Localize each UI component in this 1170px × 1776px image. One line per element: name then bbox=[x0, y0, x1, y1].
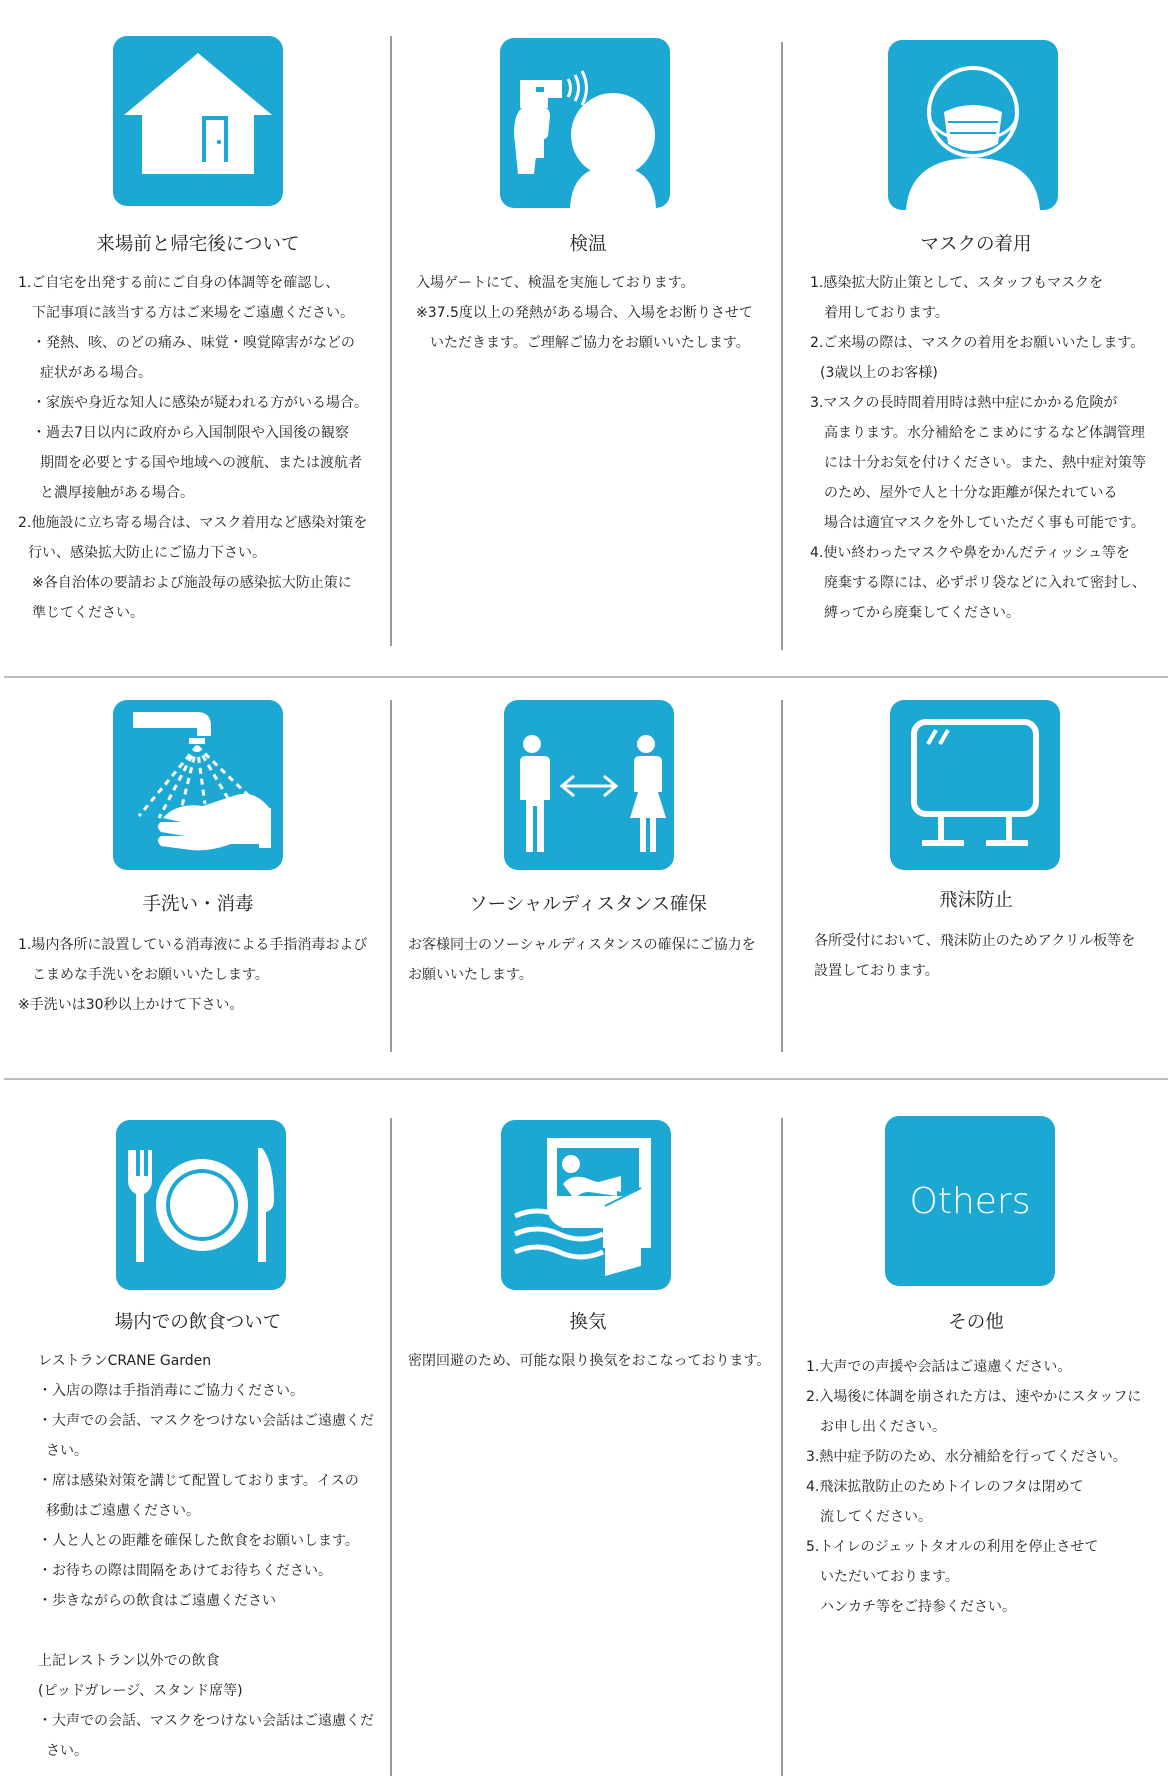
text-line: のため、屋外で人と十分な距離が保たれている bbox=[824, 485, 1118, 501]
text-line: 上記レストラン以外での飲食 bbox=[38, 1653, 220, 1669]
text-line: 1.大声での声援や会話はご遠慮ください。 bbox=[806, 1359, 1072, 1375]
text-line: 3.熱中症予防のため、水分補給を行ってください。 bbox=[806, 1449, 1127, 1465]
ventilation-icon bbox=[501, 1120, 671, 1290]
text-line: ・人と人との距離を確保した飲食をお願いします。 bbox=[38, 1533, 359, 1549]
section-text bbox=[38, 1346, 374, 1766]
text-line: 入場ゲートにて、検温を実施しております。 bbox=[416, 275, 695, 291]
text-line: お申し出ください。 bbox=[820, 1419, 946, 1435]
text-line: ・過去7日以内に政府から入国制限や入国後の観察 bbox=[32, 425, 349, 441]
text-line: ・大声での会話、マスクをつけない会話はご遠慮くだ bbox=[38, 1413, 374, 1429]
text-line: ※各自治体の要請および施設毎の感染拡大防止策に bbox=[32, 575, 352, 591]
text-line: ・発熱、咳、のどの痛み、味覚・嗅覚障害がなどの bbox=[32, 335, 355, 351]
text-line: さい。 bbox=[46, 1743, 88, 1759]
section-text bbox=[18, 268, 368, 628]
section-title: 手洗い・消毒 bbox=[142, 894, 254, 915]
section-title: ソーシャルディスタンス確保 bbox=[469, 894, 707, 915]
text-line: ※手洗いは30秒以上かけて下さい。 bbox=[18, 997, 244, 1013]
text-line: 2.ご来場の際は、マスクの着用をお願いいたします。 bbox=[810, 335, 1145, 351]
text-line: 4.使い終わったマスクや鼻をかんだティッシュ等を bbox=[810, 545, 1130, 561]
column-divider bbox=[781, 1118, 783, 1776]
mask-icon bbox=[888, 40, 1058, 210]
text-line: お願いいたします。 bbox=[408, 967, 533, 983]
text-line: (ピッドガレージ、スタンド席等) bbox=[38, 1683, 243, 1699]
text-line: レストランCRANE Garden bbox=[38, 1353, 212, 1369]
section-mask-wearing bbox=[796, 0, 1156, 660]
text-line: 1.ご自宅を出発する前にご自身の体調等を確認し、 bbox=[18, 275, 340, 291]
text-line: ・大声での会話、マスクをつけない会話はご遠慮くだ bbox=[38, 1713, 374, 1729]
section-title: 検温 bbox=[569, 234, 607, 255]
text-line: さい。 bbox=[46, 1443, 88, 1459]
thermometer-icon bbox=[500, 38, 670, 208]
section-title: 飛沫防止 bbox=[938, 890, 1013, 911]
text-line: 1.場内各所に設置している消毒液による手指消毒および bbox=[18, 937, 368, 953]
section-text bbox=[408, 930, 756, 990]
column-divider bbox=[781, 700, 783, 1052]
text-line: (3歳以上のお客様) bbox=[820, 365, 938, 381]
text-line: 各所受付において、飛沫防止のためアクリル板等を bbox=[814, 933, 1136, 949]
house-icon bbox=[113, 36, 283, 206]
text-line: ハンカチ等をご持参ください。 bbox=[820, 1599, 1016, 1615]
text-line: ・歩きながらの飲食はご遠慮ください bbox=[38, 1593, 276, 1609]
section-text bbox=[810, 268, 1146, 628]
text-line: 設置しております。 bbox=[814, 963, 939, 979]
text-line: いただきます。ご理解ご協力をお願いいたします。 bbox=[430, 335, 750, 351]
dining-icon bbox=[116, 1120, 286, 1290]
section-title: 来場前と帰宅後について bbox=[96, 234, 300, 255]
text-line: 密閉回避のため、可能な限り換気をおこなっております。 bbox=[408, 1353, 771, 1369]
column-divider bbox=[781, 42, 783, 650]
section-text bbox=[18, 930, 367, 1020]
row-divider-1 bbox=[4, 676, 1168, 678]
section-ventilation bbox=[408, 1090, 771, 1776]
section-title: 場内での飲食ついて bbox=[114, 1312, 282, 1333]
text-line: 2.入場後に体調を崩された方は、速やかにスタッフに bbox=[806, 1389, 1142, 1405]
text-line: ※37.5度以上の発熱がある場合、入場をお断りさせて bbox=[416, 305, 753, 321]
section-text bbox=[408, 1346, 770, 1376]
text-line: ・家族や身近な知人に感染が疑われる方がいる場合。 bbox=[32, 395, 368, 411]
section-title: 換気 bbox=[569, 1312, 607, 1333]
text-line bbox=[38, 1616, 374, 1646]
text-line: こまめな手洗いをお願いいたします。 bbox=[32, 967, 269, 983]
section-splash-prevention bbox=[796, 690, 1156, 1070]
social-distance-icon bbox=[504, 700, 674, 870]
text-line: には十分お気を付けください。また、熱中症対策等 bbox=[824, 455, 1146, 471]
section-social-distance bbox=[408, 690, 768, 1070]
section-text bbox=[806, 1352, 1141, 1622]
column-divider bbox=[390, 700, 392, 1052]
section-dining bbox=[18, 1090, 378, 1776]
text-line: と濃厚接触がある場合。 bbox=[40, 485, 194, 501]
text-line: 場合は適宜マスクを外していただく事も可能です。 bbox=[824, 515, 1145, 531]
text-line: 1.感染拡大防止策として、スタッフもマスクを bbox=[810, 275, 1104, 291]
column-divider bbox=[390, 36, 392, 646]
text-line: 流してください。 bbox=[820, 1509, 932, 1525]
text-line: ・席は感染対策を講じて配置しております。イスの bbox=[38, 1473, 359, 1489]
handwash-icon bbox=[113, 700, 283, 870]
section-handwash bbox=[18, 690, 378, 1070]
text-line: 準じてください。 bbox=[32, 605, 144, 621]
section-temperature-check bbox=[408, 0, 768, 660]
text-line: ・お待ちの際は間隔をあけてお待ちください。 bbox=[38, 1563, 332, 1579]
text-line: ・入店の際は手指消毒にご協力ください。 bbox=[38, 1383, 304, 1399]
text-line: いただいております。 bbox=[820, 1569, 959, 1585]
others-icon-label: Others bbox=[909, 1180, 1031, 1222]
text-line: 高まります。水分補給をこまめにするなど体調管理 bbox=[824, 425, 1145, 441]
others-icon bbox=[885, 1116, 1055, 1286]
section-title: マスクの着用 bbox=[920, 234, 1032, 255]
text-line: 行い、感染拡大防止にご協力下さい。 bbox=[28, 545, 266, 561]
column-divider bbox=[390, 1118, 392, 1776]
text-line: 4.飛沫拡散防止のためトイレのフタは閉めて bbox=[806, 1479, 1084, 1495]
text-line: 期間を必要とする国や地域への渡航、または渡航者 bbox=[40, 455, 362, 471]
text-line: 2.他施設に立ち寄る場合は、マスク着用など感染対策を bbox=[18, 515, 368, 531]
text-line: 廃棄する際には、必ずポリ袋などに入れて密封し、 bbox=[824, 575, 1146, 591]
section-before-after-visit bbox=[18, 0, 378, 660]
section-text bbox=[814, 926, 1135, 986]
text-line: 移動はご遠慮ください。 bbox=[46, 1503, 200, 1519]
text-line: お客様同士のソーシャルディスタンスの確保にご協力を bbox=[408, 937, 756, 953]
text-line: 症状がある場合。 bbox=[40, 365, 152, 381]
text-line: 3.マスクの長時間着用時は熱中症にかかる危険が bbox=[810, 395, 1118, 411]
text-line: 着用しております。 bbox=[824, 305, 949, 321]
section-title: その他 bbox=[948, 1312, 1004, 1333]
section-text bbox=[416, 268, 753, 358]
row-divider-2 bbox=[4, 1078, 1168, 1080]
section-others bbox=[796, 1090, 1156, 1776]
text-line: 下記事項に該当する方はご来場をご遠慮ください。 bbox=[32, 305, 354, 321]
text-line: 5.トイレのジェットタオルの利用を停止させて bbox=[806, 1539, 1099, 1555]
text-line: 縛ってから廃棄してください。 bbox=[824, 605, 1020, 621]
acrylic-panel-icon bbox=[890, 700, 1060, 870]
